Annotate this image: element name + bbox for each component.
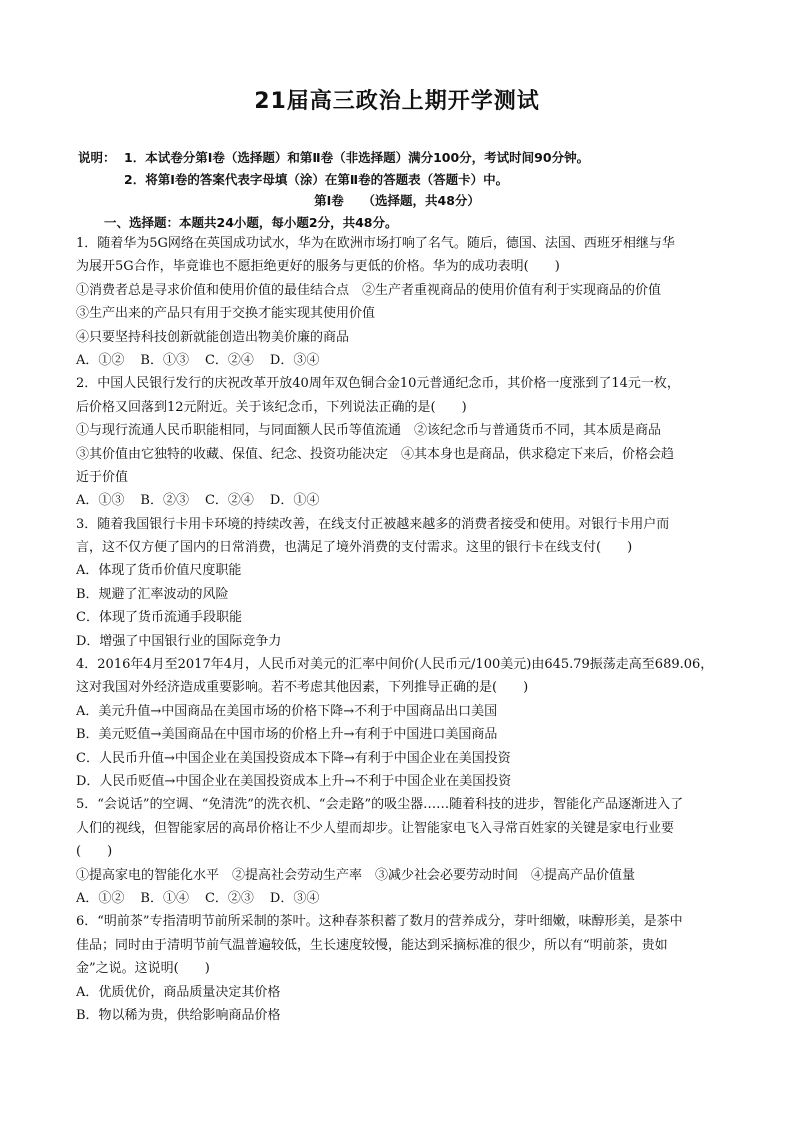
question-2 [76, 372, 718, 512]
page-title: 21届高三政治上期开学测试 [254, 89, 540, 114]
question-line: 6．“明前茶”专指清明节前所采制的茶叶。这种春茶积蓄了数月的营养成分，芽叶细嫩，味醇形美，是茶中 [76, 914, 683, 930]
answer-option: A．①② [76, 352, 125, 368]
question-line: B．物以稀为贵，供给影响商品价格 [76, 1007, 281, 1023]
answer-option: D．③④ [269, 352, 320, 368]
answer-option: C．②④ [204, 493, 254, 509]
question-line: A．优质优价，商品质量决定其价格 [76, 984, 281, 1000]
answer-option: C．②③ [204, 890, 254, 906]
answer-options [76, 887, 718, 910]
question-line: ③其价值由它独特的收藏、保值、纪念、投资功能决定 ④其本身也是商品，供求稳定下来后，价格会趋 [76, 446, 675, 462]
question-line: 为展开5G合作，毕竟谁也不愿拒绝更好的服务与更低的价格。华为的成功表明( ) [76, 259, 560, 275]
answer-option: A．①③ [76, 493, 125, 509]
question-line: 金”之说。这说明( ) [76, 961, 210, 977]
instructions-line-1 [78, 148, 589, 166]
question-line: 佳品；同时由于清明节前气温普遍较低，生长速度较慢，能达到采摘标准的很少，所以有“明前茶，贵如 [76, 937, 668, 953]
section-1-title: 一、选择题：本题共24小题，每小题2分，共48分。 [104, 215, 398, 230]
question-line: ①消费者总是寻求价值和使用价值的最佳结合点 ②生产者重视商品的使用价值有利于实现商品的价值 [76, 282, 662, 298]
instructions-text-1: 1．本试卷分第Ⅰ卷（选择题）和第Ⅱ卷（非选择题）满分100分，考试时间90分钟。 [124, 150, 590, 165]
question-3 [76, 513, 718, 653]
question-line: A．美元升值→中国商品在美国市场的价格下降→不利于中国商品出口美国 [76, 703, 498, 719]
question-line: D．增强了中国银行业的国际竞争力 [76, 633, 282, 649]
part-1-title: 第Ⅰ卷 （选择题，共48分） [314, 193, 480, 208]
answer-option: B．②③ [140, 493, 189, 509]
question-line: 1．随着华为5G网络在英国成功试水，华为在欧洲市场打响了名气。随后，德国、法国、西班牙相继与华 [76, 236, 675, 251]
question-line: ④只要坚持科技创新就能创造出物美价廉的商品 [76, 329, 350, 345]
answer-options [76, 489, 718, 512]
answer-option: C．②④ [204, 352, 254, 368]
question-line: A．体现了货币价值尺度职能 [76, 563, 242, 579]
question-line: 这对我国对外经济造成重要影响。若不考虑其他因素，下列推导正确的是( ) [76, 680, 529, 696]
answer-option: D．③④ [269, 890, 320, 906]
question-1 [76, 232, 718, 372]
question-list [76, 232, 718, 1027]
question-line: B．规避了汇率波动的风险 [76, 586, 229, 602]
question-line: ③生产出来的产品只有用于交换才能实现其使用价值 [76, 306, 376, 322]
question-6 [76, 910, 718, 1027]
answer-options [76, 349, 718, 372]
question-5 [76, 793, 718, 910]
question-line: 5．“会说话”的空调、“免清洗”的洗衣机、“会走路”的吸尘器……随着科技的进步，智能化产品逐渐进入了 [76, 797, 684, 813]
question-4 [76, 653, 718, 793]
question-line: 后价格又回落到12元附近。关于该纪念币，下列说法正确的是( ) [76, 399, 467, 415]
answer-option: B．①③ [140, 352, 189, 368]
instructions-line-2: 2．将第Ⅰ卷的答案代表字母填（涂）在第Ⅱ卷的答题表（答题卡）中。 [124, 172, 509, 187]
question-line: B．美元贬值→美国商品在中国市场的价格上升→有利于中国进口美国商品 [76, 727, 498, 743]
question-line: 人们的视线，但智能家居的高昂价格让不少人望而却步。让智能家电飞入寻常百姓家的关键是家电行业要 [76, 820, 675, 836]
question-line: ①与现行流通人民币职能相同，与同面额人民币等值流通 ②该纪念币与普通货币不同，其本质是商品 [76, 423, 662, 439]
question-line: 2．中国人民银行发行的庆祝改革开放40周年双色铜合金10元普通纪念币，其价格一度涨到了14元一枚， [76, 376, 680, 392]
question-line: ( ) [76, 844, 113, 860]
question-line: D．人民币贬值→中国企业在美国投资成本上升→不利于中国企业在美国投资 [76, 773, 512, 789]
question-line: ①提高家电的智能化水平 ②提高社会劳动生产率 ③减少社会必要劳动时间 ④提高产品价值量 [76, 867, 636, 883]
question-line: 言，这不仅方便了国内的日常消费，也满足了境外消费的支付需求。这里的银行卡在线支付( ) [76, 540, 633, 556]
question-line: 3．随着我国银行卡用卡环境的持续改善，在线支付正被越来越多的消费者接受和使用。对银行卡用户而 [76, 516, 670, 532]
answer-option: D．①④ [269, 493, 320, 509]
answer-option: A．①② [76, 890, 125, 906]
question-line: C．人民币升值→中国企业在美国投资成本下降→有利于中国企业在美国投资 [76, 750, 511, 766]
instructions-lead: 说明： [78, 150, 116, 165]
question-line: 近于价值 [76, 469, 129, 485]
question-line: 4．2016年4月至2017年4月，人民币对美元的汇率中间价(人民币元/100美元)由645.79振荡走高至689.06， [76, 657, 714, 673]
answer-option: B．①④ [140, 890, 189, 906]
question-line: C．体现了货币流通手段职能 [76, 610, 242, 626]
